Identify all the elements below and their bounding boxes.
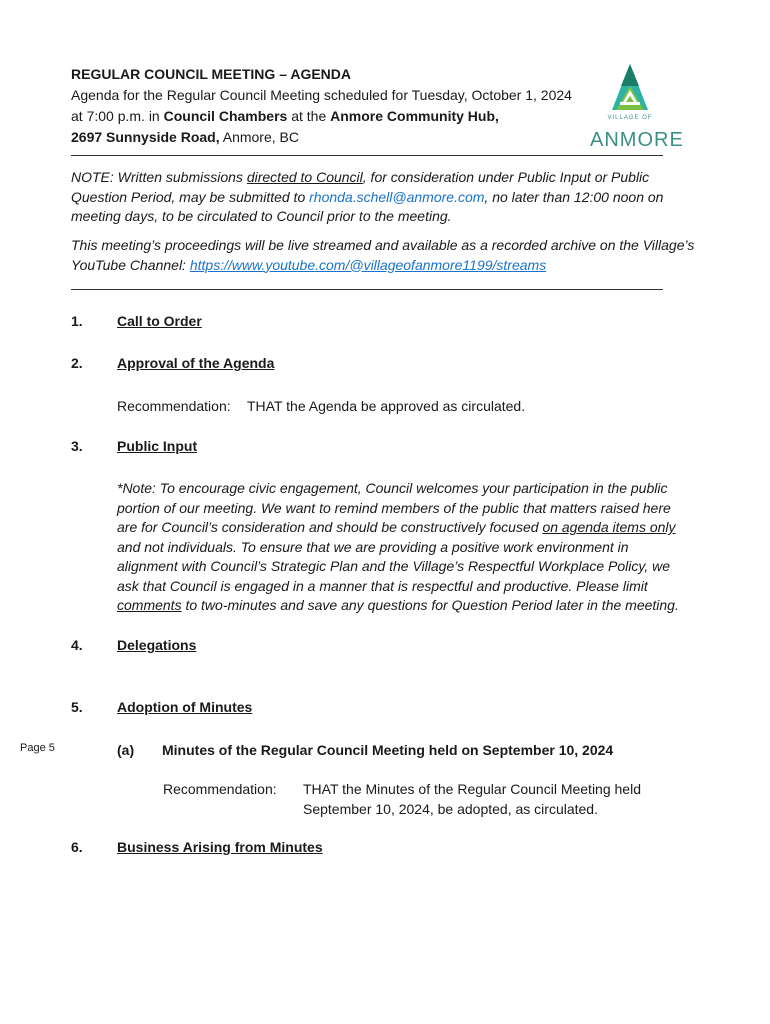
submission-note	[71, 168, 681, 227]
public-input-agenda-items-only: on agenda items only	[542, 519, 676, 535]
item-5a-recommendation-line: THAT the Minutes of the Regular Council Meeting held	[303, 781, 641, 797]
public-input-line	[117, 518, 697, 538]
public-input-line: ask that Council is engaged in a manner that is respectful and productive. Please limit	[117, 577, 648, 594]
public-input-comments: comments	[117, 597, 182, 613]
public-input-line	[117, 596, 697, 616]
item-1-title: Call to Order	[117, 313, 202, 329]
agenda-schedule-line: Agenda for the Regular Council Meeting scheduled for Tuesday, October 1, 2024	[71, 87, 572, 103]
location-text: at 7:00 p.m. in	[71, 108, 164, 124]
item-5a-recommendation-line: September 10, 2024, be adopted, as circulated.	[303, 801, 598, 817]
location-hub: Anmore Community Hub,	[330, 108, 499, 124]
location-text-mid: at the	[287, 108, 331, 124]
item-5a-title: Minutes of the Regular Council Meeting held on September 10, 2024	[162, 742, 614, 758]
public-input-line: *Note: To encourage civic engagement, Council welcomes your participation in the public	[117, 480, 668, 496]
item-4-number: 4.	[71, 637, 83, 653]
page-reference-link[interactable]: Page 5	[20, 742, 55, 754]
public-input-note	[117, 479, 697, 616]
item-2-recommendation-label: Recommendation:	[117, 398, 231, 414]
note-text: , for consideration under Public Input or Public	[362, 169, 650, 185]
item-2-recommendation-text: THAT the Agenda be approved as circulated.	[247, 398, 526, 414]
note-line-1	[71, 168, 681, 188]
note-directed-to-council: directed to Council	[246, 169, 363, 185]
item-5-title: Adoption of Minutes	[117, 699, 253, 715]
item-2-number: 2.	[71, 355, 83, 371]
address-city: Anmore, BC	[219, 129, 299, 145]
public-input-text: are for Council’s consideration and should be constructively focused	[117, 519, 543, 535]
public-input-line: and not individuals. To ensure that we are providing a positive work environment in	[117, 538, 629, 555]
note-text: Question Period, may be submitted to	[71, 188, 310, 205]
note-line-3: meeting days, to be circulated to Council prior to the meeting.	[71, 208, 452, 224]
address-street: 2697 Sunnyside Road,	[71, 129, 220, 145]
item-6-title: Business Arising from Minutes	[117, 839, 323, 855]
item-5a-recommendation-text	[303, 779, 641, 819]
note-divider	[71, 289, 663, 290]
anmore-logo	[590, 62, 684, 152]
item-5-number: 5.	[71, 699, 83, 715]
item-1-number: 1.	[71, 313, 83, 329]
agenda-header	[71, 64, 572, 147]
location-chambers: Council Chambers	[163, 108, 288, 124]
logo-name: ANMORE	[590, 129, 684, 151]
item-4-title: Delegations	[117, 637, 197, 653]
agenda-address-line	[71, 127, 572, 147]
item-5a-label: (a)	[117, 742, 135, 758]
item-3-title: Public Input	[117, 438, 198, 454]
note-text: NOTE: Written submissions	[71, 169, 247, 185]
item-5a-recommendation-label: Recommendation:	[163, 781, 277, 797]
item-6-number: 6.	[71, 839, 83, 855]
public-input-text: to two-minutes and save any questions for Question Period later in the meeting.	[181, 597, 679, 613]
note-line-2	[71, 188, 681, 208]
stream-text: YouTube Channel:	[71, 256, 190, 273]
item-3-number: 3.	[71, 438, 83, 454]
header-divider	[71, 155, 663, 156]
logo-small-text: VILLAGE OF	[607, 115, 653, 121]
youtube-link[interactable]: https://www.youtube.com/@villageofanmore1199/streams	[189, 256, 547, 273]
email-link[interactable]: rhonda.schell@anmore.com	[309, 188, 485, 205]
public-input-line: alignment with Council’s Strategic Plan and the Village’s Respectful Workplace Policy, we	[117, 558, 671, 574]
note-text: , no later than 12:00 noon on	[484, 188, 664, 205]
livestream-note	[71, 236, 711, 275]
mountain-logo-icon	[590, 62, 670, 124]
item-2-title: Approval of the Agenda	[117, 355, 275, 371]
public-input-line: portion of our meeting. We want to remind members of the public that matters raised here	[117, 499, 671, 516]
stream-line-2	[71, 256, 711, 276]
agenda-location-line	[71, 106, 572, 126]
stream-line-1: This meeting’s proceedings will be live streamed and available as a recorded archive on the Village’s	[71, 237, 695, 253]
agenda-title: REGULAR COUNCIL MEETING – AGENDA	[71, 66, 352, 82]
